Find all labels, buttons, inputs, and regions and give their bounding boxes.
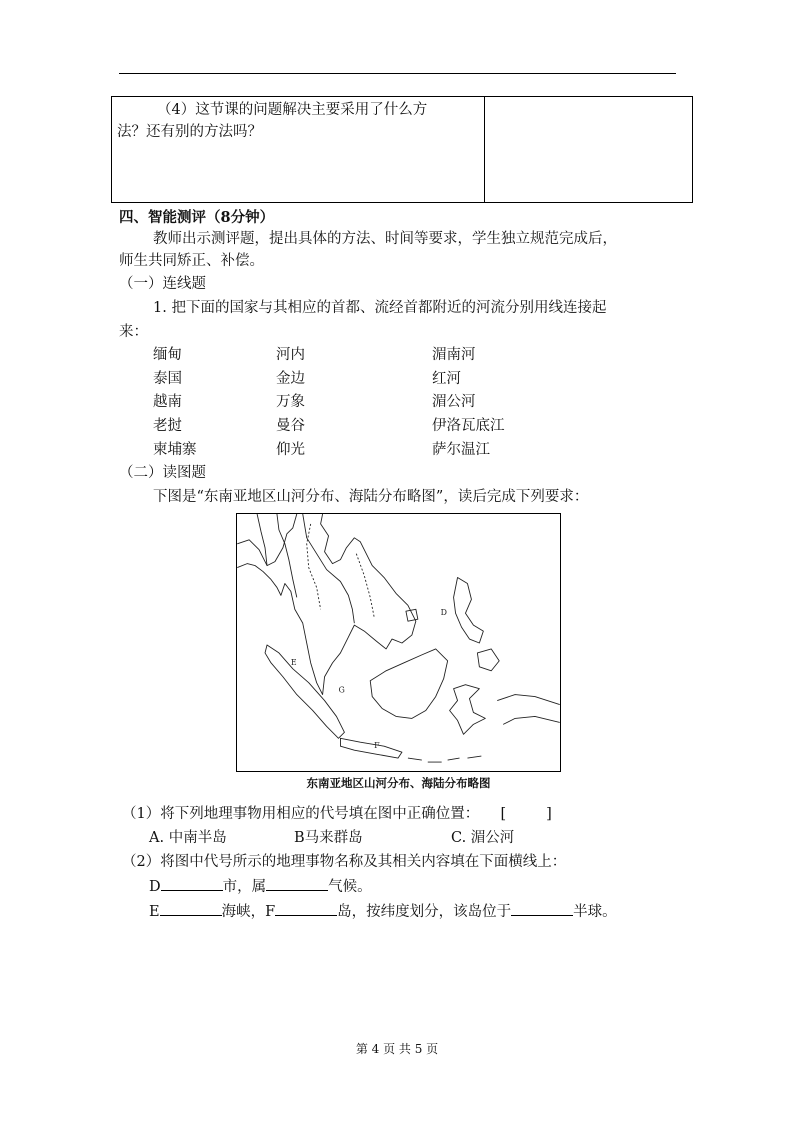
southeast-asia-map <box>236 513 561 772</box>
small-islands <box>408 756 481 762</box>
label-e: E <box>149 904 160 920</box>
map-caption: 东南亚地区山河分布、海陆分布略图 <box>306 776 491 790</box>
country-item: 老挝 <box>153 418 182 434</box>
capital-item: 金边 <box>276 371 305 387</box>
river-item: 红河 <box>432 371 461 387</box>
philippines-islands <box>477 649 499 671</box>
question-line-2: 法？还有别的方法吗？ <box>117 124 262 140</box>
part1-question-line-1: 1. 把下面的国家与其相应的首都、流经首都附近的河流分别用线连接起 <box>153 300 607 316</box>
country-item: 泰国 <box>153 371 182 387</box>
table-divider <box>484 97 485 202</box>
river-line <box>277 514 297 597</box>
river-item: 湄南河 <box>432 347 476 363</box>
map-label-e: E <box>290 657 297 667</box>
river-line <box>257 514 267 566</box>
map-label-g: G <box>338 685 345 695</box>
borneo-island <box>370 649 447 718</box>
blank-f-island[interactable] <box>275 901 337 916</box>
sumatra-island <box>265 645 344 738</box>
map-drawing <box>237 514 560 771</box>
section-heading: 四、智能测评（8分钟） <box>119 209 275 226</box>
country-item: 越南 <box>153 394 182 410</box>
text-city-belongs: 市，属 <box>222 879 267 895</box>
blank-d-city[interactable] <box>161 876 223 891</box>
fill-line-1 <box>149 875 372 896</box>
text-climate: 气候。 <box>328 879 372 895</box>
part1-question-line-2: 来： <box>119 324 148 340</box>
option-b: B马来群岛 <box>294 830 363 846</box>
option-c: C. 湄公河 <box>451 830 515 846</box>
sulawesi-island <box>450 685 486 735</box>
page-number: 第 4 页 共 5 页 <box>355 1042 439 1056</box>
capital-item: 仰光 <box>276 442 305 458</box>
river-item: 萨尔温江 <box>432 442 490 458</box>
text-hemisphere: 半球。 <box>573 904 617 920</box>
answer-bracket-open: [ <box>500 806 507 822</box>
capital-item: 河内 <box>276 347 305 363</box>
question-line-1: （4）这节课的问题解决主要采用了什么方 <box>157 102 428 118</box>
part2-q1 <box>122 802 552 823</box>
part2-heading: （二）读图题 <box>119 465 206 481</box>
part2-q1-text: （1）将下列地理事物用相应的代号填在图中正确位置： <box>122 806 480 822</box>
country-item: 缅甸 <box>153 347 182 363</box>
country-item: 柬埔寨 <box>153 442 197 458</box>
blank-hemisphere[interactable] <box>511 901 573 916</box>
river-item: 湄公河 <box>432 394 476 410</box>
label-d: D <box>149 879 161 895</box>
fill-line-2 <box>149 900 617 921</box>
section-intro-line-2: 师生共同矫正、补偿。 <box>119 253 264 269</box>
text-strait-f: 海峡，F <box>221 904 276 920</box>
capital-item: 曼谷 <box>276 418 305 434</box>
mountain-ridge <box>307 524 321 609</box>
blank-e-strait[interactable] <box>160 901 222 916</box>
blank-d-climate[interactable] <box>266 876 328 891</box>
header-rule <box>119 73 676 74</box>
map-label-d: D <box>440 608 448 618</box>
new-guinea-coast <box>497 695 560 725</box>
java-island <box>340 738 402 758</box>
mainland-coast <box>237 514 416 695</box>
option-a: A. 中南半岛 <box>149 830 227 846</box>
river-line <box>303 514 355 623</box>
part2-q2-text: （2）将图中代号所示的地理事物名称及其相关内容填在下面横线上： <box>122 854 567 870</box>
river-item: 伊洛瓦底江 <box>432 418 505 434</box>
philippines-islands <box>454 578 484 643</box>
map-label-f: F <box>374 741 380 751</box>
reflection-table <box>111 96 693 203</box>
hainan-island <box>406 609 418 621</box>
reflection-question <box>117 99 479 143</box>
text-island-latitude: 岛，按纬度划分，该岛位于 <box>337 904 512 920</box>
part1-heading: （一）连线题 <box>119 276 206 292</box>
answer-bracket-close: ] <box>546 806 552 822</box>
capital-item: 万象 <box>276 394 305 410</box>
part2-intro: 下图是“东南亚地区山河分布、海陆分布略图”，读后完成下列要求： <box>153 489 589 505</box>
section-intro-line-1: 教师出示测评题，提出具体的方法、时间等要求，学生独立规范完成后， <box>153 231 617 247</box>
